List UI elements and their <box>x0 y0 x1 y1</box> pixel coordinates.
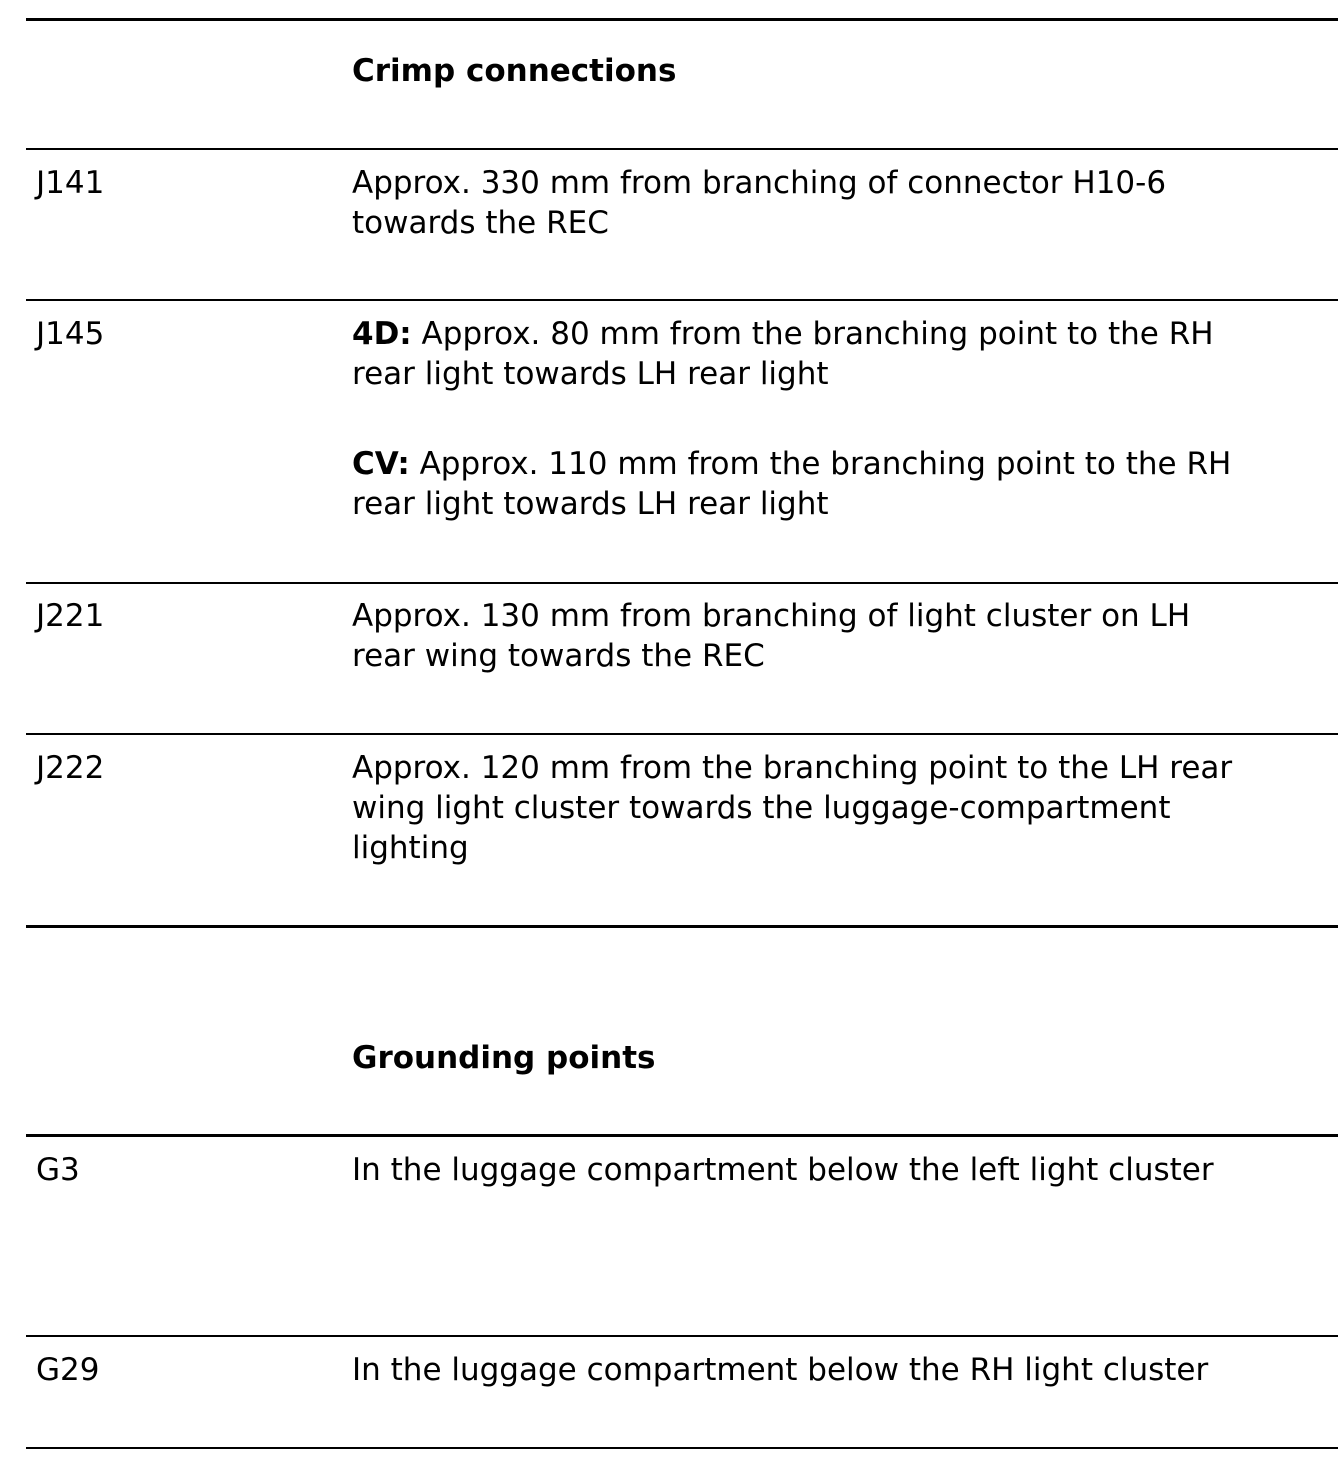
description-line: In the luggage compartment below the left light cluster <box>352 1152 1214 1188</box>
code-j145: J145 <box>36 316 105 352</box>
description-line: rear light towards LH rear light <box>352 486 829 522</box>
description-line: lighting <box>352 830 469 866</box>
description-line: rear light towards LH rear light <box>352 356 829 392</box>
row-divider <box>26 1134 1338 1137</box>
code-j141: J141 <box>36 165 105 201</box>
description-text: Approx. 110 mm from the branching point to the RH <box>409 446 1232 482</box>
row-divider <box>26 1335 1338 1337</box>
description-text: Approx. 80 mm from the branching point to the RH <box>411 316 1214 352</box>
code-g29: G29 <box>36 1352 100 1388</box>
table-top-rule <box>26 18 1338 21</box>
description-line: Approx. 330 mm from branching of connector H10-6 <box>352 165 1167 201</box>
variant-prefix-cv: CV: <box>352 446 410 482</box>
table-bottom-rule <box>26 1447 1338 1449</box>
code-g3: G3 <box>36 1152 80 1188</box>
row-divider <box>26 299 1338 301</box>
description-line: In the luggage compartment below the RH light cluster <box>352 1352 1209 1388</box>
code-j222: J222 <box>36 750 105 786</box>
variant-prefix-4d: 4D: <box>352 316 412 352</box>
section-heading-crimp-connections: Crimp connections <box>352 53 677 89</box>
row-divider <box>26 733 1338 735</box>
description-line <box>352 314 1214 354</box>
row-divider <box>26 148 1338 150</box>
description-line: towards the REC <box>352 205 609 241</box>
description-line: Approx. 120 mm from the branching point to the LH rear <box>352 750 1233 786</box>
row-divider <box>26 582 1338 584</box>
section-heading-grounding-points: Grounding points <box>352 1040 656 1076</box>
description-line: rear wing towards the REC <box>352 638 765 674</box>
code-j221: J221 <box>36 598 105 634</box>
table-bottom-rule <box>26 925 1338 928</box>
description-line: Approx. 130 mm from branching of light cluster on LH <box>352 598 1191 634</box>
description-line: wing light cluster towards the luggage-compartment <box>352 790 1171 826</box>
description-line <box>352 444 1231 484</box>
